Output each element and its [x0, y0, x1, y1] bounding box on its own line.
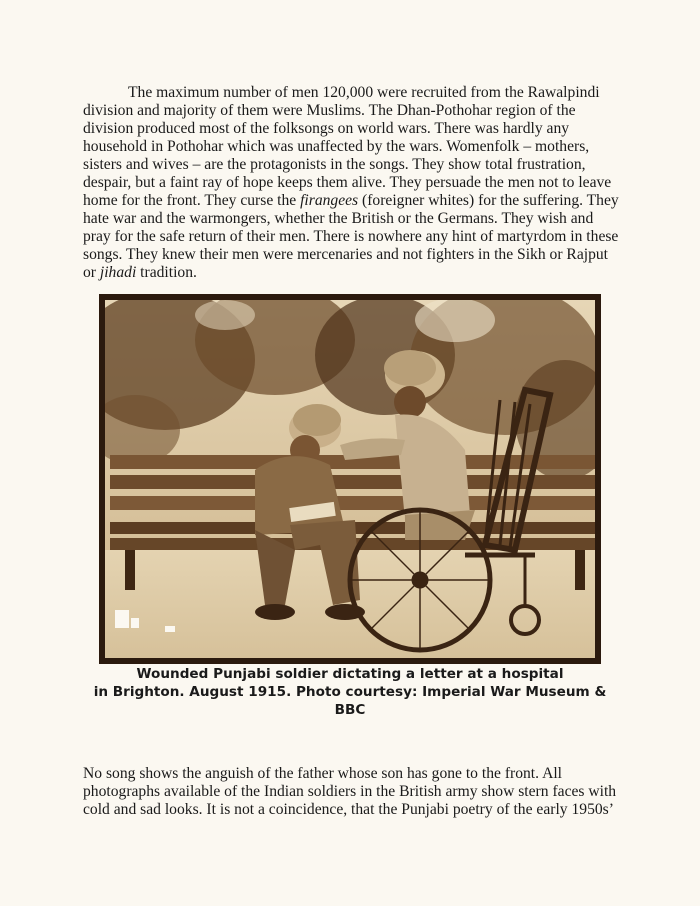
soldier-dictating-letter-illustration [105, 300, 595, 658]
italic-term-firangees: firangees [300, 192, 359, 209]
paragraph-father-anguish: No song shows the anguish of the father whose son has gone to the front. All photographs available of the Indian soldiers in the British army show stern faces with cold and sad looks. It is not a coincidence, that the Punjabi poetry of the early 1950s’ [83, 765, 617, 818]
historical-photo [99, 294, 601, 664]
photo-caption [70, 665, 630, 719]
paragraph-text-part-c: tradition. [136, 264, 197, 281]
italic-term-jihadi: jihadi [99, 264, 137, 281]
caption-line-1: Wounded Punjabi soldier dictating a letter at a hospital [136, 666, 564, 682]
paragraph-recruitment [83, 84, 623, 282]
paragraph-text-part-b: (foreigner whites) for the suffering. They hate war and the warmongers, whether the British or the Germans. They wish and pray for the safe return of their men. There is nowhere any hint of martyrdom in these songs. They knew their men were mercenaries and not fighters in the Sikh or Rajput or [83, 192, 619, 281]
caption-line-2: in Brighton. August 1915. Photo courtesy: Imperial War Museum & [93, 684, 607, 700]
caption-line-3: BBC [334, 702, 366, 718]
paragraph-text-part-a: The maximum number of men 120,000 were recruited from the Rawalpindi division and majority of them were Muslims. The Dhan-Pothohar region of the division produced most of the folksongs on world wars. There was hardly any household in Pothohar which was unaffected by the wars. Womenfolk – mothers, sisters and wives – are the protagonists in the songs. They show total frustration, despair, but a faint ray of hope keeps them alive. They persuade the men not to leave home for the front. They curse the [83, 84, 612, 209]
